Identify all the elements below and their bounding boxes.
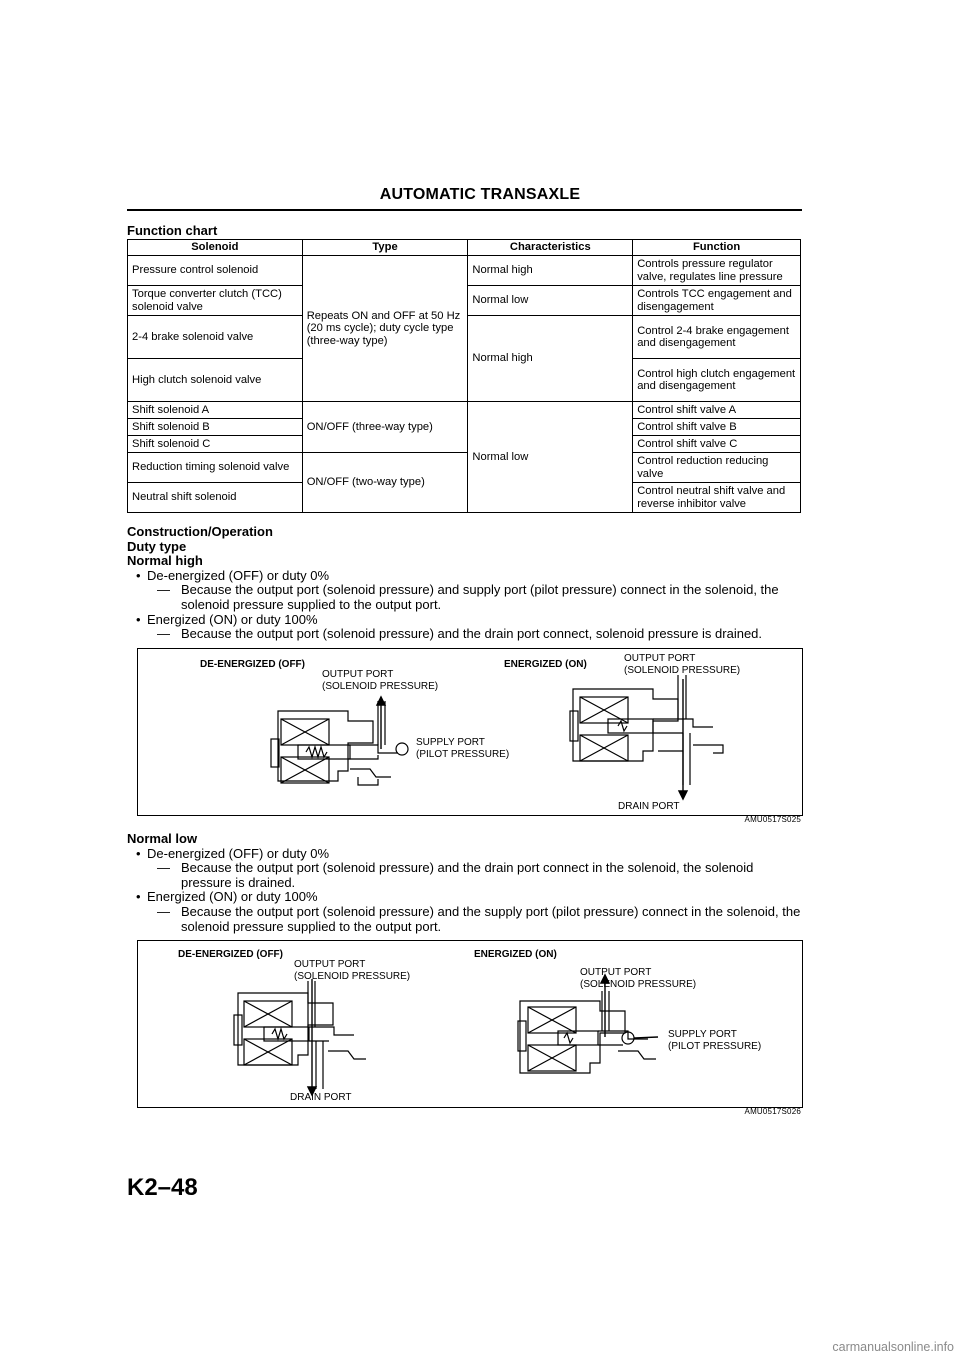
bullet-dot: •	[136, 889, 141, 905]
table-row	[128, 256, 801, 286]
solenoid-cell: High clutch solenoid valve	[128, 359, 303, 402]
drain-port-label: DRAIN PORT	[290, 1092, 352, 1103]
construction-section	[127, 525, 807, 642]
solenoid-cell: Torque converter clutch (TCC) solenoid valve	[128, 286, 303, 316]
dash-mark: —	[157, 860, 170, 876]
function-chart-table	[127, 239, 801, 513]
function-cell: Control shift valve A	[633, 402, 801, 419]
column-header-characteristics: Characteristics	[468, 240, 633, 256]
dash-mark: —	[157, 582, 170, 598]
solenoid-diagram-normal-low	[138, 941, 802, 1107]
table-row	[128, 402, 801, 419]
bullet-item	[127, 847, 807, 862]
output-port-label: OUTPUT PORT	[322, 669, 394, 680]
bullet-dot: •	[136, 845, 141, 861]
characteristics-cell: Normal high	[468, 256, 633, 286]
bullet-item	[127, 569, 807, 584]
bullet-text: De-energized (OFF) or duty 0%	[147, 845, 330, 861]
solenoid-pressure-label: (SOLENOID PRESSURE)	[294, 971, 411, 982]
table-header-row	[128, 240, 801, 256]
table-row	[128, 453, 801, 483]
characteristics-cell: Normal low	[468, 402, 633, 513]
duty-type-heading: Duty type	[127, 538, 187, 554]
solenoid-pressure-label: (SOLENOID PRESSURE)	[322, 681, 439, 692]
solenoid-cell: Shift solenoid B	[128, 419, 303, 436]
function-cell: Control high clutch engagement and disengagement	[633, 359, 801, 402]
function-cell: Control shift valve B	[633, 419, 801, 436]
watermark: carmanualsonline.info	[832, 1340, 954, 1354]
pilot-pressure-label: (PILOT PRESSURE)	[668, 1041, 762, 1052]
header-rule	[127, 209, 802, 211]
normal-high-heading: Normal high	[127, 553, 203, 569]
figure-normal-low	[137, 940, 803, 1108]
normal-low-section	[127, 832, 807, 934]
bullet-dot: •	[136, 567, 141, 583]
dash-item	[127, 627, 807, 642]
bullet-text: De-energized (OFF) or duty 0%	[147, 567, 330, 583]
output-port-label: OUTPUT PORT	[294, 959, 366, 970]
bullet-text: Energized (ON) or duty 100%	[147, 611, 318, 627]
function-chart-heading: Function chart	[127, 223, 218, 238]
solenoid-cell: Shift solenoid A	[128, 402, 303, 419]
column-header-solenoid: Solenoid	[128, 240, 303, 256]
off-state-label: DE-ENERGIZED (OFF)	[178, 949, 283, 960]
solenoid-diagram-normal-high	[138, 649, 802, 815]
dash-item	[127, 583, 807, 612]
solenoid-cell: Reduction timing solenoid valve	[128, 453, 303, 483]
bullet-item	[127, 613, 807, 628]
solenoid-pressure-label: (SOLENOID PRESSURE)	[624, 665, 741, 676]
dash-mark: —	[157, 903, 170, 919]
page-number: K2–48	[127, 1174, 198, 1201]
off-state-label: DE-ENERGIZED (OFF)	[200, 659, 305, 670]
function-cell: Control reduction reducing valve	[633, 453, 801, 483]
type-cell: Repeats ON and OFF at 50 Hz (20 ms cycle); duty cycle type (three-way type)	[302, 256, 468, 402]
dash-item	[127, 861, 807, 890]
dash-item	[127, 905, 807, 934]
dash-text: Because the output port (solenoid pressure) and the drain port connect in the solenoid, the solenoid pressure is drained.	[181, 860, 754, 890]
construction-heading: Construction/Operation	[127, 524, 273, 539]
pilot-pressure-label: (PILOT PRESSURE)	[416, 749, 510, 760]
function-cell: Control 2-4 brake engagement and disengagement	[633, 316, 801, 359]
bullet-item	[127, 890, 807, 905]
solenoid-cell: Shift solenoid C	[128, 436, 303, 453]
solenoid-pressure-label: (SOLENOID PRESSURE)	[580, 979, 697, 990]
solenoid-cell: Pressure control solenoid	[128, 256, 303, 286]
on-state-label: ENERGIZED (ON)	[504, 659, 587, 670]
characteristics-cell: Normal low	[468, 286, 633, 316]
output-port-label: OUTPUT PORT	[580, 967, 652, 978]
on-state-label: ENERGIZED (ON)	[474, 949, 557, 960]
figure-normal-high	[137, 648, 803, 816]
solenoid-cell: Neutral shift solenoid	[128, 483, 303, 513]
type-cell: ON/OFF (three-way type)	[302, 402, 468, 453]
figure-code: AMU0517S025	[744, 815, 801, 824]
dash-mark: —	[157, 626, 170, 642]
type-cell: ON/OFF (two-way type)	[302, 453, 468, 513]
characteristics-cell: Normal high	[468, 316, 633, 402]
column-header-function: Function	[633, 240, 801, 256]
normal-low-heading: Normal low	[127, 831, 198, 846]
solenoid-cell: 2-4 brake solenoid valve	[128, 316, 303, 359]
drain-port-label: DRAIN PORT	[618, 801, 680, 812]
bullet-text: Energized (ON) or duty 100%	[147, 889, 318, 905]
dash-text: Because the output port (solenoid pressure) and the supply port (pilot pressure) connect in the solenoid, the solenoid pressure supplied to the output port.	[181, 903, 801, 934]
dash-text: Because the output port (solenoid pressure) and the drain port connect, solenoid pressure is drained.	[181, 626, 763, 642]
bullet-dot: •	[136, 611, 141, 627]
supply-port-label: SUPPLY PORT	[668, 1029, 737, 1040]
function-cell: Control neutral shift valve and reverse inhibitor valve	[633, 483, 801, 513]
function-cell: Control shift valve C	[633, 436, 801, 453]
output-port-label: OUTPUT PORT	[624, 653, 696, 664]
column-header-type: Type	[302, 240, 468, 256]
supply-port-label: SUPPLY PORT	[416, 737, 485, 748]
dash-text: Because the output port (solenoid pressure) and supply port (pilot pressure) connect in the solenoid, the solenoid pressure supplied to the output port.	[181, 582, 779, 612]
figure-code: AMU0517S026	[744, 1107, 801, 1116]
page-header-title: AUTOMATIC TRANSAXLE	[379, 186, 581, 203]
function-cell: Controls pressure regulator valve, regulates line pressure	[633, 256, 801, 286]
function-cell: Controls TCC engagement and disengagement	[633, 286, 801, 316]
